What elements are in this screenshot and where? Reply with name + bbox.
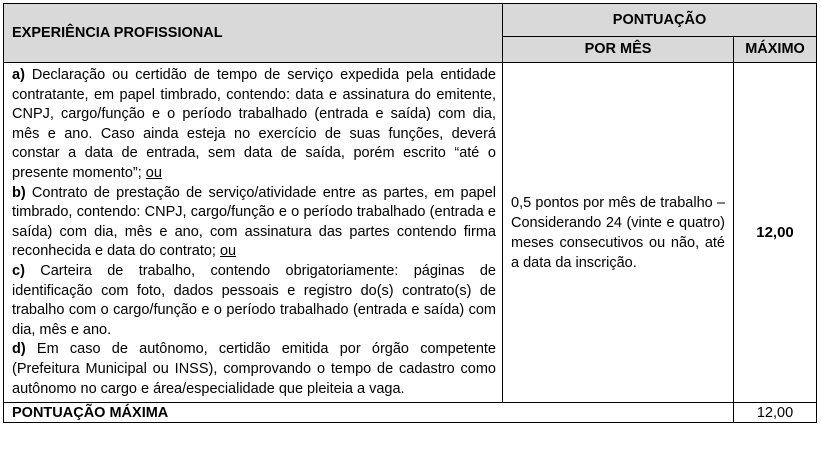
requirement-item-d <box>12 340 496 399</box>
requirement-item-a <box>12 66 496 184</box>
header-pontuacao: PONTUAÇÃO <box>503 4 817 37</box>
item-suffix: ou <box>145 164 162 181</box>
footer-value: 12,00 <box>734 403 817 423</box>
item-letter: b) <box>12 184 26 201</box>
header-por-mes: POR MÊS <box>503 36 734 62</box>
por-mes-cell: 0,5 pontos por mês de trabalho – Considerando 24 (vinte e quatro) meses consecutivos ou não, até a data da inscrição. <box>503 63 734 403</box>
requirements-cell <box>4 63 503 403</box>
item-letter: a) <box>12 67 25 83</box>
item-suffix: ou <box>219 243 237 260</box>
item-text: Carteira de trabalho, contendo obrigatoriamente: páginas de identificação com foto, dados pessoais e registro do(s) contrato(s) de trabalho com o cargo/função e o período trabalhado (entrada e saída) com dia, mês e ano. <box>12 262 496 338</box>
requirement-item-b <box>12 184 496 262</box>
maximo-cell: 12,00 <box>734 63 817 403</box>
item-text: Contrato de prestação de serviço/atividade entre as partes, em papel timbrado, contendo: CNPJ, cargo/função e o período trabalhado (entrada e saída) com dia, mês e ano, com assinatura das partes contendo firma reconhecida e data do contrato; <box>12 184 496 260</box>
header-experiencia: EXPERIÊNCIA PROFISSIONAL <box>4 4 503 63</box>
item-text: Em caso de autônomo, certidão emitida por órgão competente (Prefeitura Municipal ou INSS), comprovando o tempo de cadastro como autônomo no cargo e área/especialidade que pleiteia a vaga. <box>12 341 496 397</box>
score-table <box>3 3 817 423</box>
footer-label: PONTUAÇÃO MÁXIMA <box>4 403 734 423</box>
item-letter: c) <box>12 262 25 279</box>
header-maximo: MÁXIMO <box>734 36 817 62</box>
item-text: Declaração ou certidão de tempo de serviço expedida pela entidade contratante, em papel timbrado, contendo: data e assinatura do emitente, CNPJ, cargo/função e o período trabalhado (entrada e saída) com dia, mês e ano. Caso ainda esteja no exercício de suas funções, deverá constar a data de entrada, sem data de saída, porém escrito “até o presente momento”; <box>12 67 496 181</box>
item-letter: d) <box>12 341 26 358</box>
requirement-item-c <box>12 262 496 340</box>
